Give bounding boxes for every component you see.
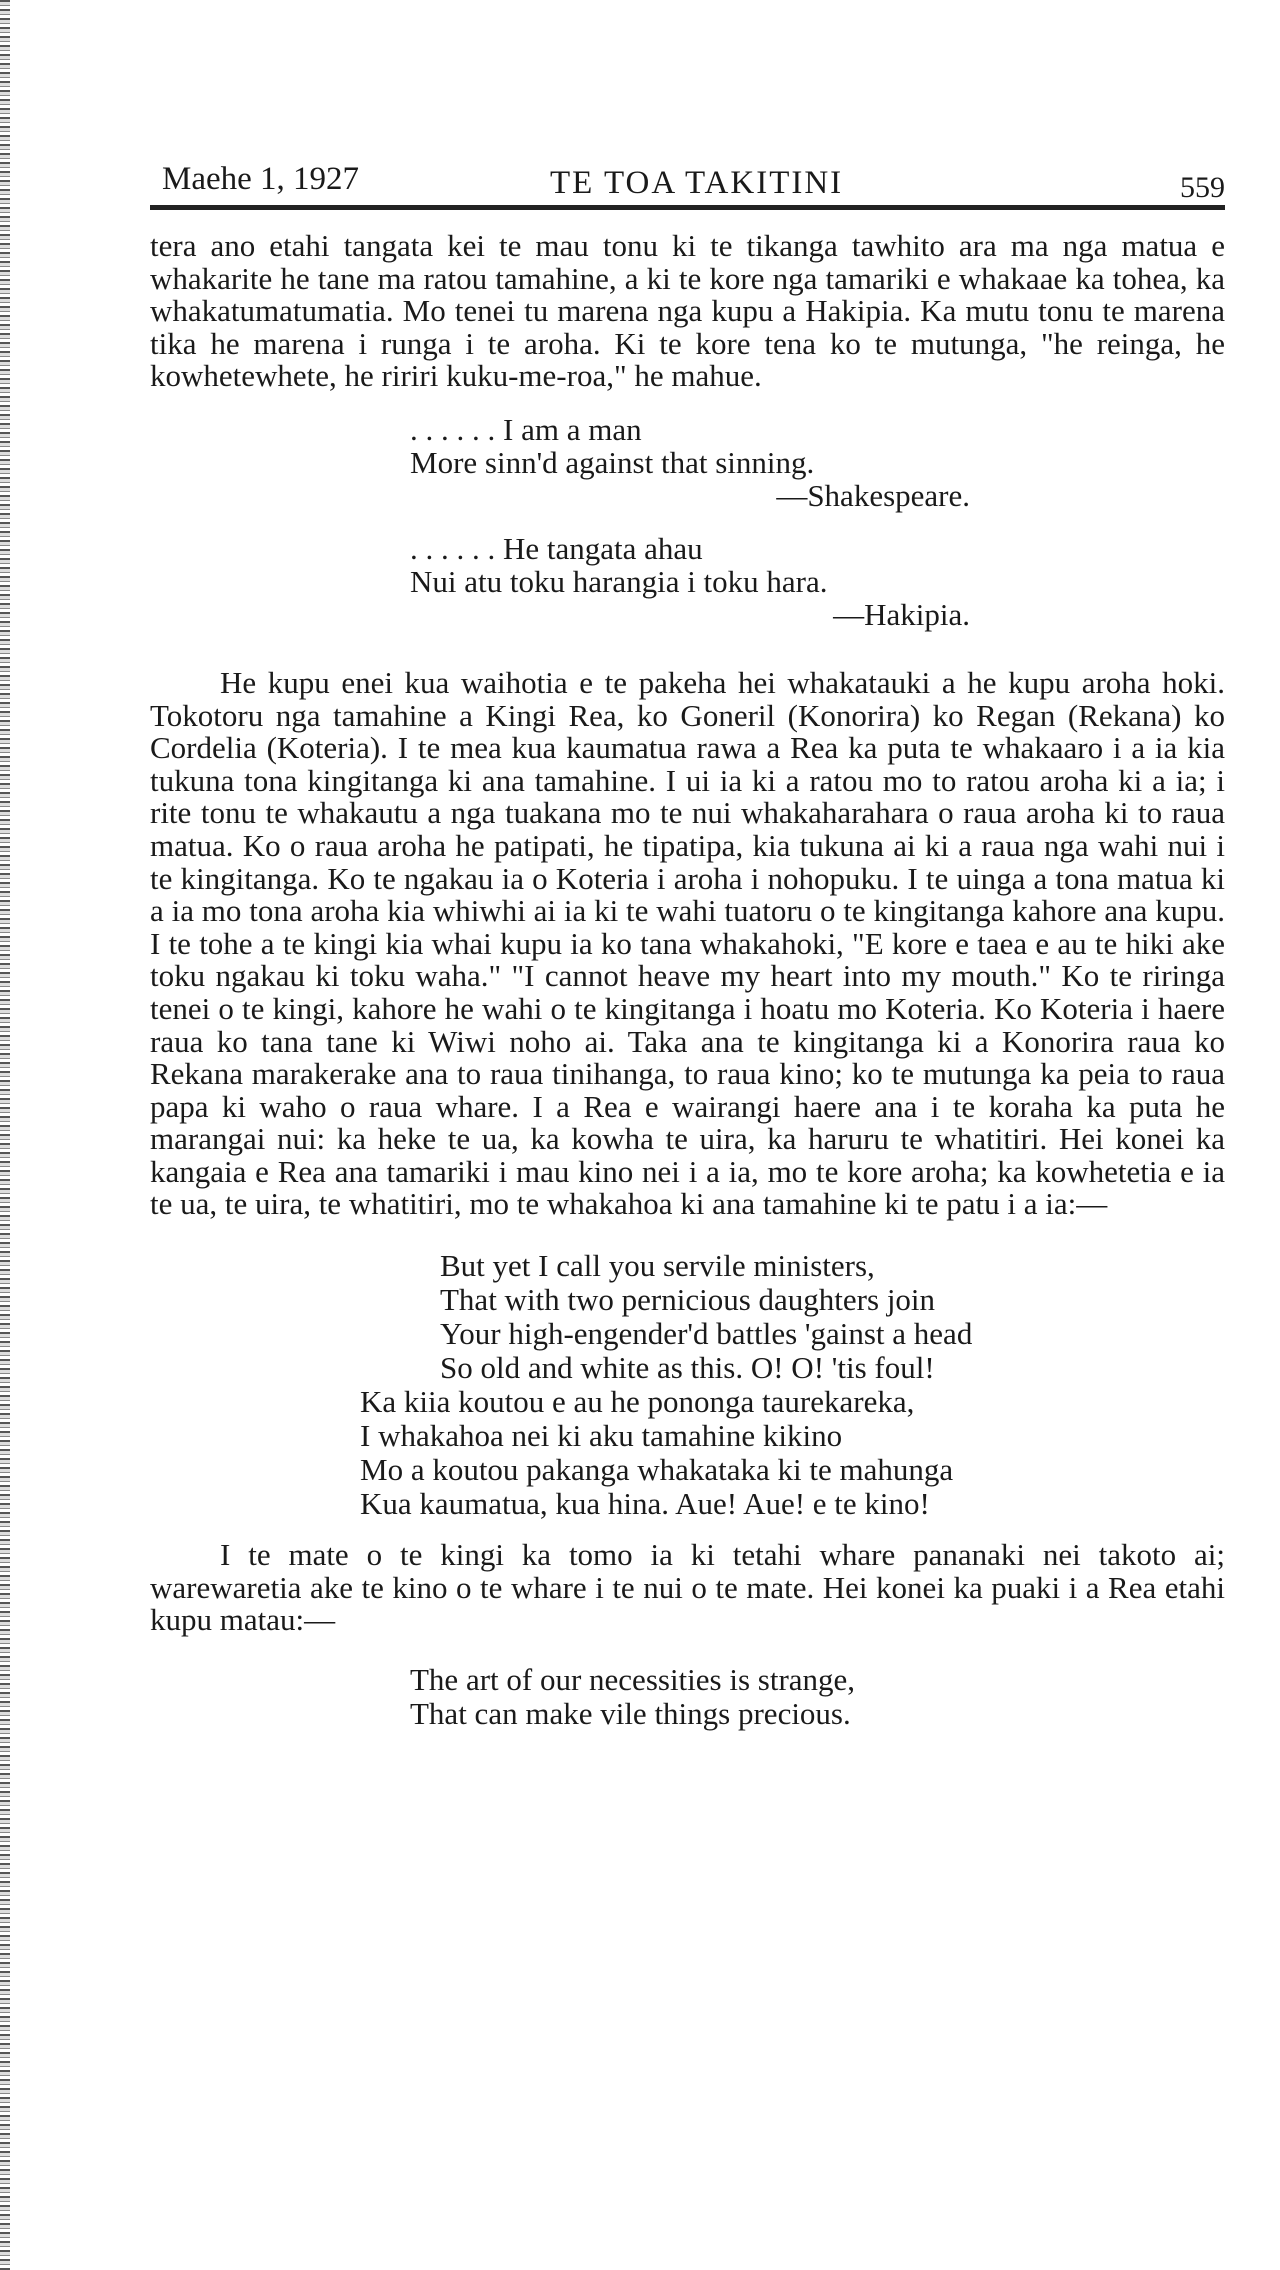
paragraph-2: He kupu enei kua waihotia e te pakeha hei whakatauki a he kupu aroha hoki. Tokotoru nga tamahine a Kingi Rea, ko Goneril (Konorira) ko Regan (Rekana) ko Cordelia (Koteria). I te mea kua kaumatua rawa a Rea ka puta te whakaaro i a ia kia tukuna tona kingitanga ki ana tamahine. I ui ia ki a ratou mo to ratou aroha ki a ia; i rite tonu te whakautu a nga tuakana mo te nui whakaharahara o raua aroha ki to raua matua. Ko o raua aroha he patipati, he tipatipa, kia tukuna ai ki a raua nga wahi nui i te kingitanga. Ko te ngakau ia o Koteria i aroha i nohopuku. I te uinga a tona matua ki a ia mo tona aroha kia whiwhi ai ia ki te wahi tuatoru o te kingitanga kahore ana kupu. I te tohe a te kingi kia whai kupu ia ko tana whakahoki, "E kore e taea e au te hiki ake toku ngakau ki toku waha." "I cannot heave my heart into my mouth." Ko te riringa tenei o te kingi, kahore he wahi o te kingitanga i hoatu mo Koteria. Ko Koteria i haere raua ko tana tane ki Wiwi noho ai. Taka ana te kingitanga ki a Konorira raua ko Rekana marakerake ana to raua tinihanga, to raua kino; ko te mutunga ka peia to raua papa ki waho o raua whare. I a Rea e wairangi haere ana i te koraha ka puta he marangai nui: ka heke te ua, ka kowha te uira, ka haruru te whatitiri. Hei konei ka kangaia e Rea ana tamariki i mau kino nei i a ia, mo te kore aroha; ka kowhetetia e ia te ua, te uira, te whatitiri, mo te whakahoa ki ana tamahine ki te patu i a ia:— xyxy=(150,664,1225,1222)
quote-shakespeare xyxy=(410,413,970,512)
scan-binding-edge xyxy=(0,0,10,2270)
quote1-line-2: More sinn'd against that sinning. xyxy=(410,444,815,480)
poem-line: Kua kaumatua, kua hina. Aue! Aue! e te kino! xyxy=(360,1486,930,1522)
paragraph-1: tera ano etahi tangata kei te mau tonu ki te tikanga tawhito ara ma nga matua e whakarite he tane ma ratou tamahine, a ki te kore nga tamariki e whakaae ka tohea, ka whakatumatumatia. Mo tenei tu marena nga kupu a Hakipia. Ka mutu tonu te marena tika he marena i runga i te aroha. Ki te kore tena ko te mutunga, "he reinga, he kowhetewhete, he ririri kuku-me-roa," he mahue. xyxy=(150,228,1225,394)
poem-line: Mo a koutou pakanga whakataka ki te mahunga xyxy=(360,1452,954,1488)
quote2-line-2: Nui atu toku harangia i toku hara. xyxy=(410,563,828,599)
quote1-line-1: . . . . . . I am a man xyxy=(410,411,642,447)
quote2-line-1: . . . . . . He tangata ahau xyxy=(410,530,703,566)
poem-line: Your high-engender'd battles 'gainst a head xyxy=(440,1316,973,1352)
poem-line: I whakahoa nei ki aku tamahine kikino xyxy=(360,1418,843,1454)
paragraph-3: I te mate o te kingi ka tomo ia ki tetahi whare pananaki nei takoto ai; warewaretia ake te kino o te whare i te nui o te mate. Hei konei ka puaki i a Rea etahi kupu matau:— xyxy=(150,1537,1225,1638)
quote-hakipia xyxy=(410,532,970,631)
quote1-attribution: —Shakespeare. xyxy=(776,477,970,513)
closing-line: That can make vile things precious. xyxy=(410,1695,851,1731)
running-header xyxy=(150,155,1225,204)
poem-line: But yet I call you servile ministers, xyxy=(440,1248,875,1284)
page-number: 559 xyxy=(1180,171,1225,204)
header-date: Maehe 1, 1927 xyxy=(162,161,360,197)
quote2-attribution: —Hakipia. xyxy=(833,596,970,632)
poem-line: That with two pernicious daughters join xyxy=(440,1282,936,1318)
poem-line: So old and white as this. O! O! 'tis foul! xyxy=(440,1350,935,1386)
document-page xyxy=(150,155,1225,1731)
article-body xyxy=(150,230,1225,1731)
header-rule xyxy=(150,205,1225,210)
poem-king-lear xyxy=(360,1249,1225,1521)
closing-line: The art of our necessities is strange, xyxy=(410,1661,856,1697)
poem-line: Ka kiia koutou e au he pononga taurekareka, xyxy=(360,1384,915,1420)
closing-quote xyxy=(360,1663,1225,1731)
header-title: TE TOA TAKITINI xyxy=(550,165,844,201)
